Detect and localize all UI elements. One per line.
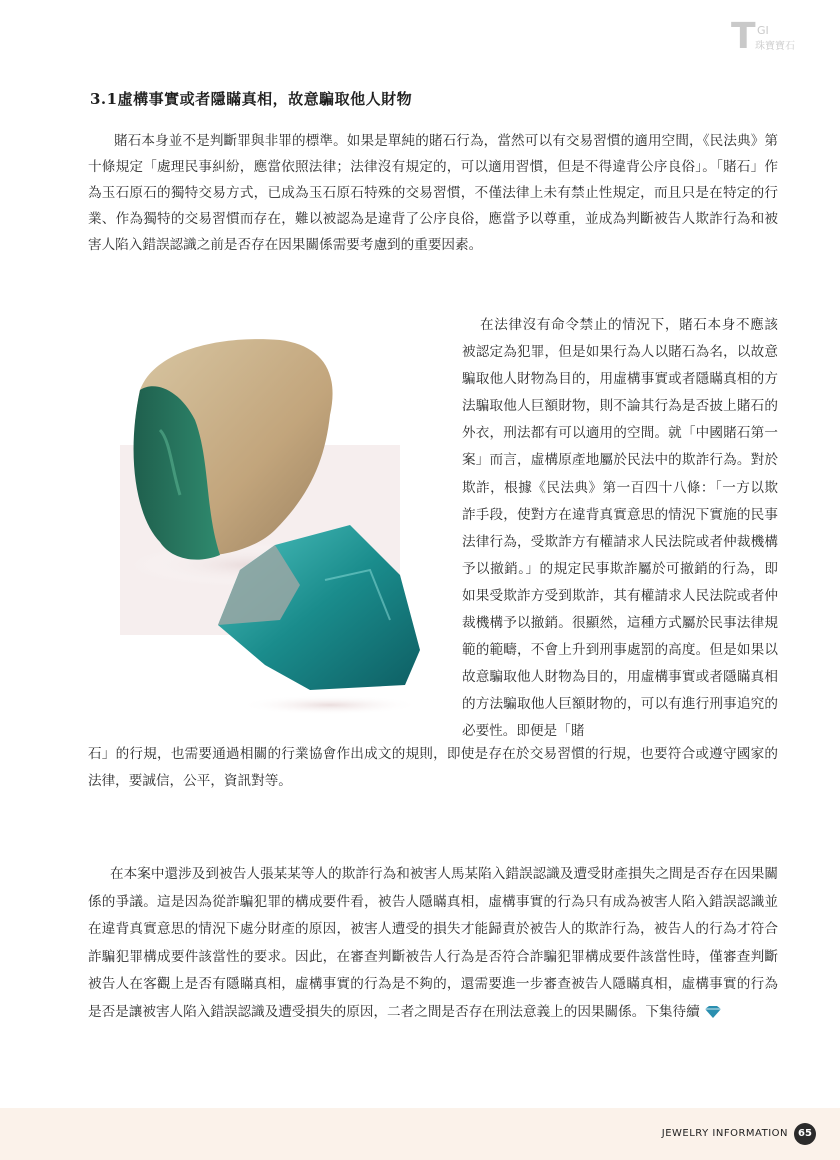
- jade-rough-stones-image: [100, 320, 440, 720]
- magazine-name: JEWELRY INFORMATION: [661, 1128, 788, 1139]
- logo-letter: T: [731, 16, 756, 57]
- page-number: 65: [794, 1123, 816, 1145]
- paragraph-gambling-stone-custom: 賭石本身並不是判斷罪與非罪的標準。如果是單純的賭石行為，當然可以有交易習慣的適用空間，《民法典》第十條規定「處理民事糾紛，應當依照法律；法律沒有規定的，可以適用習慣，但是不得違背公序良俗」。「賭石」作為玉石原石的獨特交易方式，已成為玉石原石特殊的交易習慣，不僅法律上未有禁止性規定，而且只是在特定的行業、作為獨特的交易習慣而存在，難以被認為是違背了公序良俗，應當予以尊重，並成為判斷被告人欺詐行為和被害人陷入錯誤認識之前是否存在因果關係需要考慮到的重要因素。: [88, 133, 778, 253]
- teal-stone-shadow: [240, 695, 420, 715]
- paragraph-criminal-liability: 在法律沒有命令禁止的情況下，賭石本身不應該被認定為犯罪，但是如果行為人以賭石為名，以故意騙取他人財物為目的，用虛構事實或者隱瞞真相的方法騙取他人巨額財物，則不論其行為是否披上賭石的外衣，刑法都有可以適用的空間。就「中國賭石第一案」而言，虛構原產地屬於民法中的欺詐行為。對於欺詐，根據《民法典》第一百四十八條：「一方以欺詐手段，使對方在違背真實意思的情況下實施的民事法律行為，受欺詐方有權請求人民法院或者仲裁機構予以撤銷。」的規定民事欺詐屬於可撤銷的行為，即如果受欺詐方受到欺詐，其有權請求人民法院或者仲裁機構予以撤銷。很顯然，這種方式屬於民事法律規範的範疇，不會上升到刑事處罰的高度。但是如果以故意騙取他人財物為目的，用虛構事實或者隱瞞真相的方法騙取他人巨額財物的，可以有進行刑事追究的必要性。即便是「賭: [462, 317, 778, 740]
- logo-gi: GI: [757, 24, 769, 37]
- section-heading: 3.1虛構事實或者隱瞞真相，故意騙取他人財物: [90, 90, 413, 108]
- paragraph-causation: [88, 861, 778, 1026]
- logo-subtitle: 珠寶寶石: [755, 41, 795, 52]
- page-footer: [0, 1108, 840, 1160]
- diamond-end-icon: [704, 1006, 722, 1018]
- magazine-logo: [731, 16, 801, 60]
- paragraph-criminal-liability-continued: 石」的行規，也需要通過相關的行業協會作出成文的規則，即使是存在於交易習慣的行規，也要符合或遵守國家的法律，要誠信，公平，資訊對等。: [88, 746, 778, 789]
- paragraph-causation-text: 在本案中還涉及到被告人張某某等人的欺詐行為和被害人馬某陷入錯誤認識及遭受財產損失之間是否存在因果關係的爭議。這是因為從詐騙犯罪的構成要件看，被告人隱瞞真相，虛構事實的行為只有成為被害人陷入錯誤認識並在違背真實意思的情況下處分財產的原因，被害人遭受的損失才能歸責於被告人的欺詐行為，被告人的行為才符合詐騙犯罪構成要件該當性的要求。因此，在審查判斷被告人行為是否符合詐騙犯罪構成要件該當性時，僅審查判斷被告人在客觀上是否有隱瞞真相，虛構事實的行為是不夠的，還需要進一步審查被告人隱瞞真相，虛構事實的行為是否是讓被害人陷入錯誤認識及遭受損失的原因，二者之間是否存在刑法意義上的因果關係。下集待續: [88, 866, 778, 1020]
